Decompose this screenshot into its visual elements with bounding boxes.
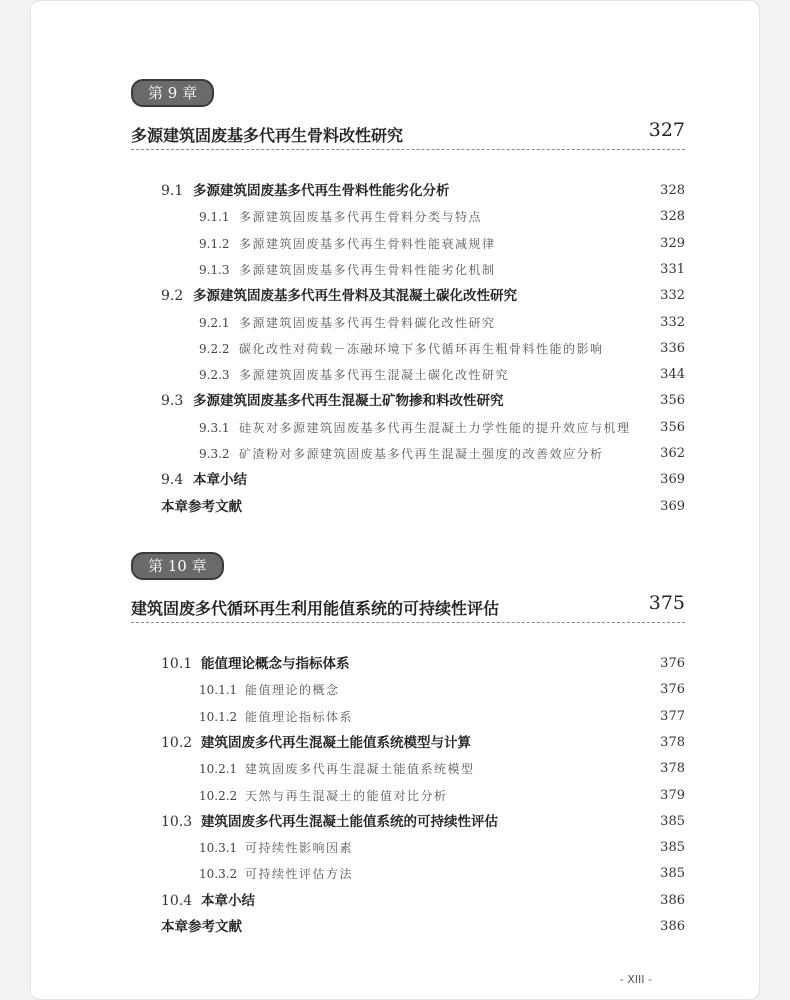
toc-entry-title: 本章参考文献 <box>161 498 242 515</box>
toc-entry-number: 9.1.2 <box>199 236 230 251</box>
toc-entry-number: 10.3 <box>161 813 193 830</box>
chapter-badge: 第 9 章 <box>131 79 214 107</box>
toc-subsection-entry[interactable] <box>131 204 685 230</box>
toc-entry-title: 天然与再生混凝土的能值对比分析 <box>245 788 448 803</box>
toc-entry-number: 9.2 <box>161 288 184 305</box>
toc-references-entry[interactable] <box>131 914 685 940</box>
toc-subsection-entry[interactable] <box>131 861 685 887</box>
page-footer: - XIII - <box>619 973 652 986</box>
toc-subsection-entry[interactable] <box>131 441 685 467</box>
toc-entry-title: 硅灰对多源建筑固废基多代再生混凝土力学性能的提升效应与机理 <box>239 420 631 435</box>
toc-entry-page: 356 <box>660 393 685 409</box>
toc-entry-title: 多源建筑固废基多代再生骨料性能劣化分析 <box>193 183 450 199</box>
toc-entry-page: 385 <box>660 813 685 829</box>
toc-entry-page: 386 <box>660 919 685 934</box>
toc-entry-number: 9.3 <box>161 393 184 410</box>
toc-entry-page: 376 <box>660 682 685 698</box>
toc-subsection-entry[interactable] <box>131 704 685 730</box>
toc-entry-number: 9.1.1 <box>199 210 230 225</box>
toc-entry-title: 建筑固废多代再生混凝土能值系统的可持续性评估 <box>201 813 498 830</box>
chapter-9-block <box>131 79 685 520</box>
toc-entry-number: 9.1.3 <box>199 262 230 277</box>
toc-entry-page: 356 <box>660 419 685 435</box>
toc-list <box>131 178 685 520</box>
toc-subsection-entry[interactable] <box>131 336 685 362</box>
toc-section-entry[interactable] <box>131 888 685 914</box>
toc-entry-number: 10.3.1 <box>199 841 238 856</box>
chapter-page-number: 327 <box>648 119 685 141</box>
toc-subsection-entry[interactable] <box>131 310 685 336</box>
toc-entry-title: 多源建筑固废基多代再生骨料及其混凝土碳化改性研究 <box>193 288 517 305</box>
toc-entry-title: 能值理论概念与指标体系 <box>201 656 350 672</box>
toc-entry-title: 建筑固废多代再生混凝土能值系统模型 <box>245 762 475 777</box>
toc-subsection-entry[interactable] <box>131 783 685 809</box>
toc-entry-number: 10.2.2 <box>199 788 238 803</box>
toc-subsection-entry[interactable] <box>131 257 685 283</box>
toc-entry-title: 多源建筑固废基多代再生混凝土碳化改性研究 <box>239 368 510 383</box>
toc-subsection-entry[interactable] <box>131 362 685 388</box>
toc-section-entry[interactable] <box>131 467 685 493</box>
toc-entry-title: 可持续性影响因素 <box>245 841 354 856</box>
toc-entry-number: 10.1.2 <box>199 709 238 724</box>
toc-section-entry[interactable] <box>131 283 685 309</box>
chapter-heading <box>131 594 685 623</box>
toc-entry-page: 376 <box>660 656 685 671</box>
toc-entry-page: 386 <box>660 892 685 908</box>
toc-entry-title: 矿渣粉对多源建筑固废基多代再生混凝土强度的改善效应分析 <box>239 447 604 461</box>
toc-entry-number: 10.2 <box>161 734 193 751</box>
chapter-title: 建筑固废多代循环再生利用能值系统的可持续性评估 <box>131 599 500 618</box>
toc-entry-page: 344 <box>660 367 685 383</box>
toc-entry-page: 362 <box>660 446 685 461</box>
toc-entry-page: 332 <box>660 288 685 304</box>
toc-entry-page: 377 <box>660 708 685 724</box>
toc-entry-page: 378 <box>660 734 685 750</box>
toc-entry-number: 10.4 <box>161 892 193 909</box>
toc-entry-title: 多源建筑固废基多代再生混凝土矿物掺和料改性研究 <box>193 393 504 410</box>
toc-entry-page: 378 <box>660 761 685 777</box>
toc-entry-title: 多源建筑固废基多代再生骨料分类与特点 <box>239 210 483 225</box>
toc-section-entry[interactable] <box>131 809 685 835</box>
toc-section-entry[interactable] <box>131 178 685 204</box>
toc-entry-title: 碳化改性对荷载－冻融环境下多代循环再生粗骨料性能的影响 <box>239 341 604 356</box>
toc-entry-number: 9.4 <box>161 472 184 489</box>
toc-entry-title: 本章小结 <box>193 472 247 489</box>
chapter-title: 多源建筑固废基多代再生骨料改性研究 <box>131 126 404 145</box>
toc-entry-number: 9.3.2 <box>199 447 230 461</box>
toc-subsection-entry[interactable] <box>131 415 685 441</box>
toc-entry-number: 10.2.1 <box>199 762 238 777</box>
document-page <box>30 0 760 1000</box>
toc-entry-title: 本章参考文献 <box>161 919 242 935</box>
chapter-heading <box>131 121 685 150</box>
toc-entry-page: 336 <box>660 340 685 356</box>
toc-subsection-entry[interactable] <box>131 231 685 257</box>
toc-entry-page: 369 <box>660 498 685 514</box>
toc-entry-page: 332 <box>660 314 685 330</box>
toc-entry-number: 9.1 <box>161 183 184 199</box>
toc-subsection-entry[interactable] <box>131 756 685 782</box>
toc-entry-title: 多源建筑固废基多代再生骨料碳化改性研究 <box>239 315 496 330</box>
toc-references-entry[interactable] <box>131 494 685 520</box>
toc-entry-number: 10.1.1 <box>199 683 238 698</box>
toc-section-entry[interactable] <box>131 730 685 756</box>
toc-entry-number: 10.3.2 <box>199 867 238 882</box>
toc-entry-number: 9.3.1 <box>199 420 230 435</box>
toc-entry-title: 建筑固废多代再生混凝土能值系统模型与计算 <box>201 734 471 751</box>
toc-entry-page: 329 <box>660 235 685 251</box>
toc-entry-title: 多源建筑固废基多代再生骨料性能劣化机制 <box>239 262 496 277</box>
toc-entry-number: 9.2.1 <box>199 315 230 330</box>
toc-entry-page: 328 <box>660 183 685 198</box>
toc-entry-number: 9.2.3 <box>199 368 230 383</box>
toc-entry-page: 385 <box>660 840 685 856</box>
toc-entry-page: 369 <box>660 472 685 488</box>
chapter-10-block <box>131 552 685 940</box>
toc-entry-page: 385 <box>660 866 685 882</box>
toc-entry-page: 379 <box>660 787 685 803</box>
toc-section-entry[interactable] <box>131 388 685 414</box>
toc-entry-number: 9.2.2 <box>199 341 230 356</box>
toc-entry-number: 10.1 <box>161 656 193 672</box>
toc-subsection-entry[interactable] <box>131 835 685 861</box>
toc-section-entry[interactable] <box>131 651 685 677</box>
toc-subsection-entry[interactable] <box>131 677 685 703</box>
toc-entry-page: 328 <box>660 209 685 225</box>
toc-entry-title: 能值理论的概念 <box>245 683 340 698</box>
chapter-page-number: 375 <box>648 592 685 614</box>
toc-list <box>131 651 685 940</box>
toc-entry-title: 可持续性评估方法 <box>245 867 354 882</box>
chapter-badge: 第 10 章 <box>131 552 224 580</box>
toc-entry-title: 能值理论指标体系 <box>245 709 354 724</box>
toc-entry-title: 本章小结 <box>201 892 255 909</box>
toc-entry-title: 多源建筑固废基多代再生骨料性能衰减规律 <box>239 236 496 251</box>
toc-entry-page: 331 <box>660 261 685 277</box>
